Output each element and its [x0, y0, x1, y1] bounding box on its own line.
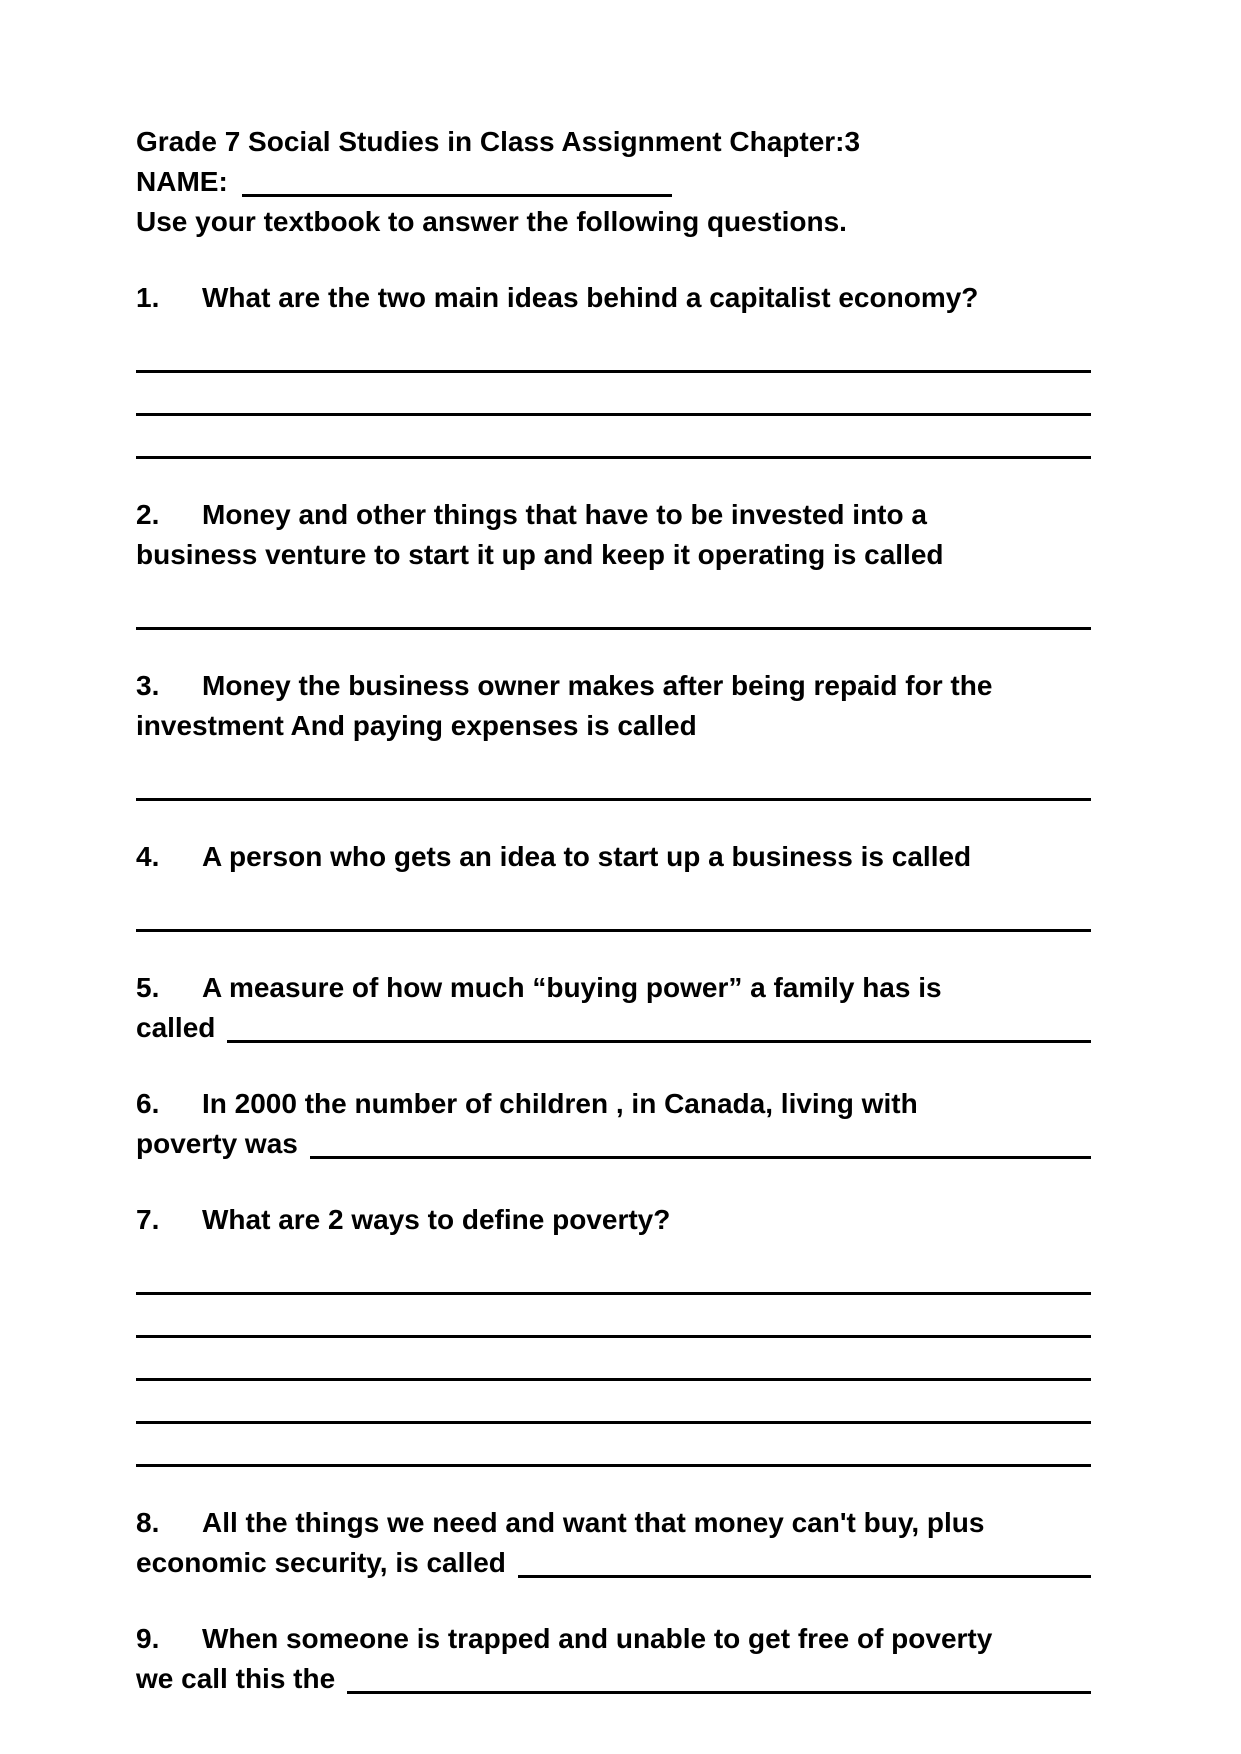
question-text — [136, 837, 1091, 877]
inline-blank-line — [518, 1543, 1091, 1578]
question-line: What are 2 ways to define poverty? — [202, 1204, 671, 1235]
question-1 — [136, 278, 1091, 459]
inline-blank-line — [227, 1008, 1091, 1043]
answer-lines — [136, 330, 1091, 459]
question-text-continued: business venture to start it up and keep it operating is called — [136, 539, 944, 570]
question-line: we call this the — [136, 1663, 336, 1694]
worksheet-header — [136, 122, 1091, 242]
question-line: called — [136, 1012, 216, 1043]
question-number: 4. — [136, 841, 160, 872]
answer-blank-line — [136, 1252, 1091, 1295]
answer-blank-line — [136, 889, 1091, 932]
answer-blank-line — [136, 1381, 1091, 1424]
question-line: A person who gets an idea to start up a business is called — [202, 841, 972, 872]
question-line: When someone is trapped and unable to get free of poverty — [202, 1623, 993, 1654]
inline-blank-line — [347, 1659, 1091, 1694]
answer-blank-line — [136, 416, 1091, 459]
question-line: All the things we need and want that money can't buy, plus — [202, 1507, 985, 1538]
question-text-continued — [136, 1543, 1091, 1583]
question-2 — [136, 495, 1091, 630]
question-line: A measure of how much “buying power” a family has is — [202, 972, 942, 1003]
answer-lines — [136, 1252, 1091, 1467]
question-8 — [136, 1503, 1091, 1583]
answer-blank-line — [136, 330, 1091, 373]
question-number: 7. — [136, 1204, 160, 1235]
question-text — [136, 495, 1091, 535]
question-text — [136, 278, 1091, 318]
page-title: Grade 7 Social Studies in Class Assignment Chapter:3 — [136, 126, 861, 157]
instructions-text: Use your textbook to answer the following questions. — [136, 206, 847, 237]
answer-lines — [136, 889, 1091, 932]
question-text — [136, 1200, 1091, 1240]
question-line: economic security, is called — [136, 1547, 506, 1578]
answer-blank-line — [136, 1338, 1091, 1381]
question-text — [136, 1503, 1091, 1543]
question-text — [136, 968, 1091, 1008]
question-text-continued — [136, 1124, 1091, 1164]
question-number: 1. — [136, 282, 160, 313]
answer-lines — [136, 758, 1091, 801]
question-text-continued — [136, 1008, 1091, 1048]
name-row — [136, 162, 1091, 202]
question-line: Money the business owner makes after being repaid for the — [202, 670, 993, 701]
question-text — [136, 1084, 1091, 1124]
question-5 — [136, 968, 1091, 1048]
answer-blank-line — [136, 1424, 1091, 1467]
answer-lines — [136, 587, 1091, 630]
question-text-continued — [136, 1659, 1091, 1699]
question-line: What are the two main ideas behind a capitalist economy? — [202, 282, 979, 313]
answer-blank-line — [136, 373, 1091, 416]
question-number: 5. — [136, 972, 160, 1003]
name-blank-line — [242, 162, 672, 197]
question-number: 3. — [136, 670, 160, 701]
inline-blank-line — [310, 1124, 1091, 1159]
question-6 — [136, 1084, 1091, 1164]
answer-blank-line — [136, 1295, 1091, 1338]
question-number: 6. — [136, 1088, 160, 1119]
answer-blank-line — [136, 587, 1091, 630]
question-line: In 2000 the number of children , in Canada, living with — [202, 1088, 918, 1119]
question-9 — [136, 1619, 1091, 1699]
question-text — [136, 666, 1091, 706]
answer-blank-line — [136, 758, 1091, 801]
question-number: 8. — [136, 1507, 160, 1538]
name-label: NAME: — [136, 166, 228, 197]
question-3 — [136, 666, 1091, 801]
question-7 — [136, 1200, 1091, 1467]
question-line: Money and other things that have to be invested into a — [202, 499, 927, 530]
question-text — [136, 1619, 1091, 1659]
question-4 — [136, 837, 1091, 932]
question-text-continued: investment And paying expenses is called — [136, 710, 697, 741]
question-line: poverty was — [136, 1128, 298, 1159]
question-number: 9. — [136, 1623, 160, 1654]
question-number: 2. — [136, 499, 160, 530]
